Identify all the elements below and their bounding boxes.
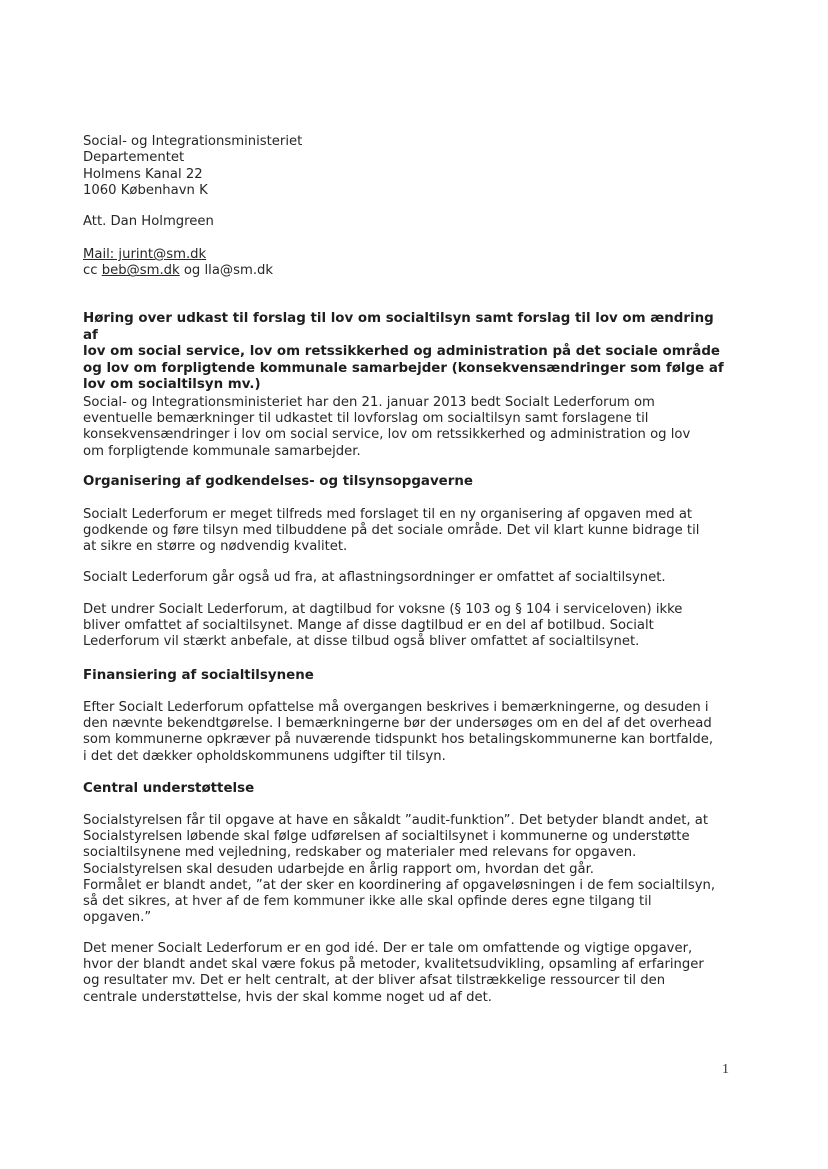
address-line: 1060 København K [83,183,208,199]
cc-email-link[interactable]: beb@sm.dk [101,263,180,279]
text-line: om forpligtende kommunale samarbejder. [83,443,361,459]
text-line: i det det dækker opholdskommunens udgifter til tilsyn. [83,748,446,764]
section-heading: Central understøttelse [83,781,255,796]
text-line: godkende og føre tilsyn med tilbuddene på det sociale område. Det vil klart kunne bidrage til [83,523,700,539]
section1-paragraph-2 [83,570,733,586]
section2-paragraph-1 [83,700,733,765]
text-line: Socialstyrelsen skal desuden udarbejde en årlig rapport om, hvordan det går. [83,861,594,877]
text-line: bliver omfattet af socialtilsynet. Mange af disse dagtilbud er en del af botilbud. Socialt [83,618,654,634]
section1-paragraph-3 [83,602,733,651]
subject-line: Høring over udkast til forslag til lov om socialtilsyn samt forslag til lov om ændring af [83,311,714,343]
text-line: at sikre en større og nødvendig kvalitet. [83,539,348,555]
section1-paragraph-1 [83,507,733,556]
section3-paragraph-1 [83,813,733,926]
text-line: Det undrer Socialt Lederforum, at dagtilbud for voksne (§ 103 og § 104 i serviceloven) ikke [83,602,683,617]
text-line: Formålet er blandt andet, ”at der sker en koordinering af opgaveløsningen i de fem socialtilsyn, [83,877,716,893]
text-line: hvor der blandt andet skal være fokus på metoder, kvalitetsudvikling, opsamling af erfaringer [83,957,704,973]
address-line: Social- og Integrationsministeriet [83,134,303,149]
page-number: 1 [722,1062,729,1077]
contact-block [83,247,273,280]
subject-line: og lov om forpligtende kommunale samarbejder (konsekvensændringer som følge af [83,360,724,376]
text-line: Socialt Lederforum er meget tilfreds med forslaget til en ny organisering af opgaven med at [83,507,693,522]
text-line: som kommunerne opkræver på nuværende tidspunkt hos betalingskommunerne kan bortfalde, [83,732,714,748]
text-line: Det mener Socialt Lederforum er en god idé. Der er tale om omfattende og vigtige opgaver, [83,941,693,956]
text-line: Efter Socialt Lederforum opfattelse må overgangen beskrives i bemærkningerne, og desuden i [83,700,709,715]
attention-line: Att. Dan Holmgreen [83,214,214,229]
text-line: Socialt Lederforum går også ud fra, at aflastningsordninger er omfattet af socialtilsynet. [83,570,666,585]
cc-join: og [179,263,205,279]
subject-heading [83,311,733,394]
text-line: Social- og Integrationsministeriet har den 21. januar 2013 bedt Socialt Lederforum om [83,395,655,410]
text-line: socialtilsynene med vejledning, redskaber og materialer med relevans for opgaven. [83,845,637,861]
intro-paragraph [83,395,733,460]
section-heading: Finansiering af socialtilsynene [83,668,314,683]
text-line: konsekvensændringer i lov om social service, lov om retssikkerhed og administration og lov [83,427,691,443]
text-line: Socialstyrelsen løbende skal følge udførelsen af socialtilsynet i kommunerne og understøtte [83,829,690,845]
text-line: så det sikres, at hver af de fem kommuner ikke alle skal opfinde deres egne tilgang til [83,894,652,910]
address-line: Departementet [83,150,185,166]
text-line: den nævnte bekendtgørelse. I bemærkningerne bør der undersøges om en del af det overhead [83,716,712,732]
recipient-address [83,134,302,200]
text-line: centrale understøttelse, hvis der skal komme noget ud af det. [83,989,492,1005]
section-heading: Organisering af godkendelses- og tilsynsopgaverne [83,474,473,489]
cc-prefix: cc [83,263,102,279]
text-line: og resultater mv. Det er helt centralt, at der bliver afsat tilstrækkelige ressourcer til den [83,973,666,989]
address-line: Holmens Kanal 22 [83,166,203,182]
subject-line: lov om socialtilsyn mv.) [83,377,261,393]
subject-line: lov om social service, lov om retssikkerhed og administration på det sociale område [83,344,721,360]
cc-email-2: lla@sm.dk [204,263,274,279]
text-line: Lederforum vil stærkt anbefale, at disse tilbud også bliver omfattet af socialtilsynet. [83,634,640,650]
text-line: eventuelle bemærkninger til udkastet til lovforslag om socialtilsyn samt forslagene til [83,411,649,427]
text-line: opgaven.” [83,910,152,926]
section3-paragraph-2 [83,941,733,1006]
text-line: Socialstyrelsen får til opgave at have en såkaldt ”audit-funktion”. Det betyder blandt andet, at [83,813,709,828]
mail-link[interactable]: Mail: jurint@sm.dk [83,247,207,262]
